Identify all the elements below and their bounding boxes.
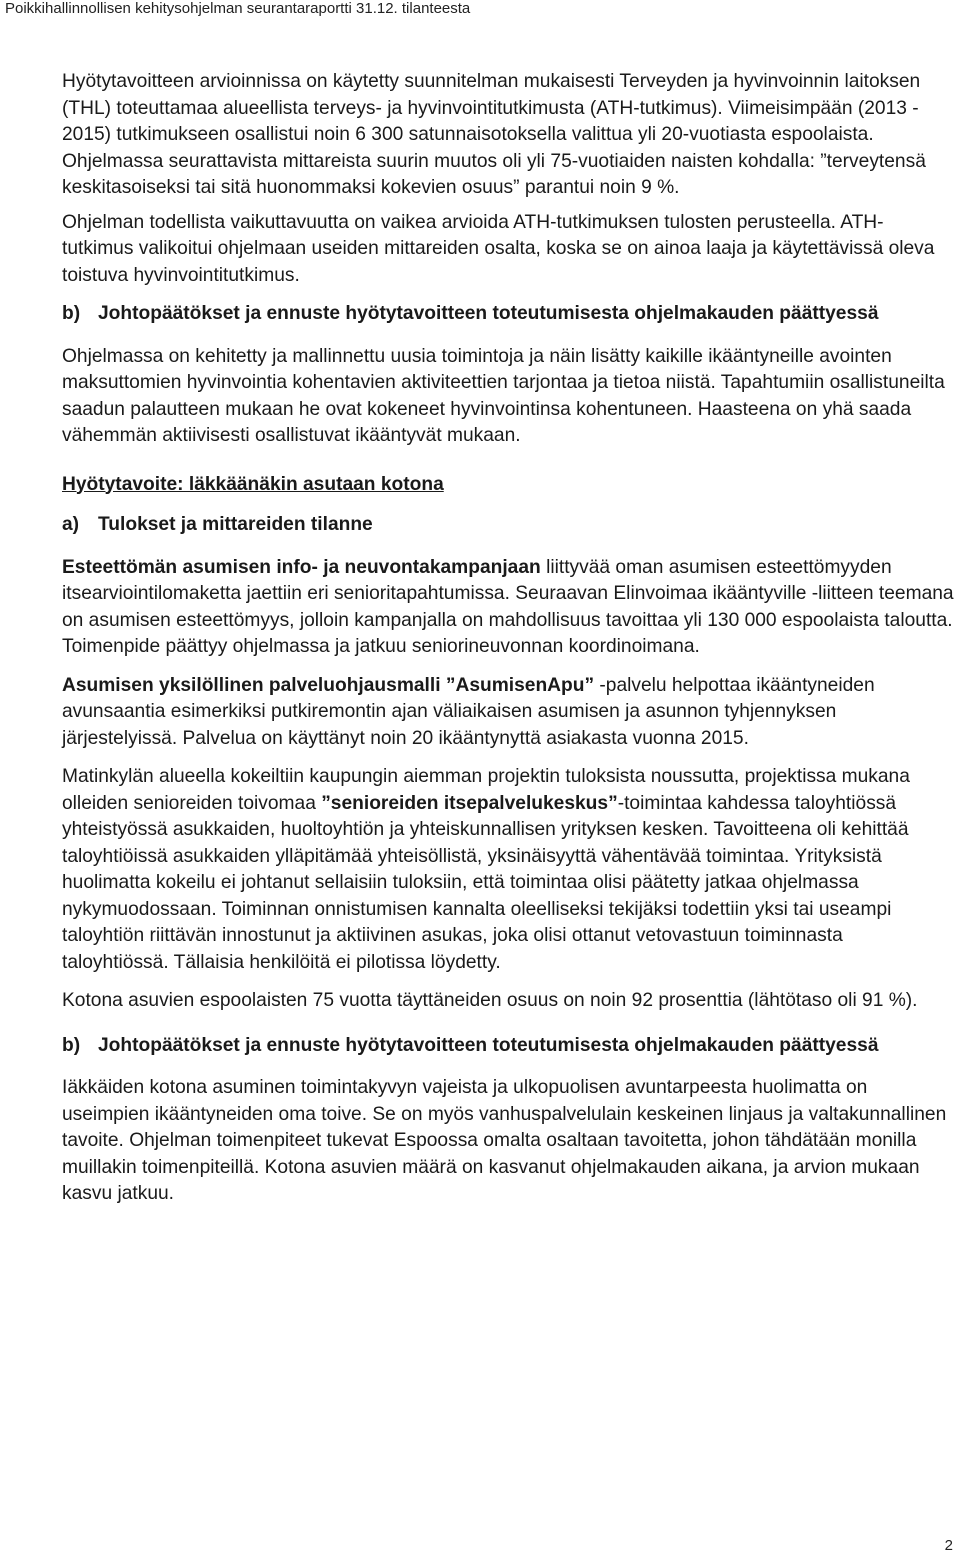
paragraph-text: -palvelu helpottaa ikääntyneiden avunsaantia esimerkiksi putkiremontin ajan väliaikaisen asumisen ja asunnon tyhjennyksen järjestelyissä. Palvelua on käyttänyt noin 20 ikääntynyttä asiakasta vuonna 2015. — [62, 674, 875, 749]
heading-letter: b) — [62, 1034, 81, 1056]
paragraph-self-service-center — [62, 764, 954, 976]
paragraph-impact-evaluation: Ohjelman todellista vaikuttavuutta on vaikea arvioida ATH-tutkimuksen tulosten perusteella. ATH-tutkimus valikoitui ohjelmaan useiden mittareiden osalta, koska se on ainoa laaja ja käytettävissä oleva toistuva hyvinvointitutkimus. — [62, 211, 935, 286]
paragraph-text: -toimintaa kahdessa taloyhtiössä yhteistyössä asukkaiden, huoltoyhtiön ja yhteiskunnallisen yrityksen kesken. Tavoitteena oli kehittää taloyhtiöissä asukkaiden ylläpitämää yhteisöllistä, yksinäisyyttä vähentävää toimintaa. Yrityksistä huolimatta kokeilu ei johtanut sellaisiin tuloksiin, että toimintaa olisi päätetty jatkaa ohjelmassa nykymuodossaan. Toiminnan onnistumisen kannalta oleelliseksi tekijäksi todettiin yksi tai useampi taloyhtiön riittävän innostunut ja aktiivinen asukas, joka olisi ottanut vetovastuun toiminnasta taloyhtiössä. Tällaisia henkilöitä ei pilotissa löydetty. — [62, 792, 909, 973]
paragraph-home-living-share: Kotona asuvien espoolaisten 75 vuotta täyttäneiden osuus on noin 92 prosenttia (lähtötaso oli 91 %). — [62, 990, 918, 1011]
bold-lead: Asumisen yksilöllinen palveluohjausmalli ”AsumisenApu” — [62, 674, 595, 696]
heading-text: Tulokset ja mittareiden tilanne — [98, 514, 373, 535]
bold-term: ”senioreiden itsepalvelukeskus” — [321, 792, 618, 814]
paragraph-ath-study: Hyötytavoitteen arvioinnissa on käytetty suunnitelman mukaisesti Terveyden ja hyvinvoinnin laitoksen (THL) toteuttamaa alueellista terveys- ja hyvinvointitutkimusta (ATH-tutkimus). Viimeisimpään (2013 - 2015) tutkimukseen osallistui noin 6 300 satunnaisotoksella valittua yli 20-vuotiasta espoolaista. Ohjelmassa seurattavista mittareista suurin muutos oli yli 75-vuotiaiden naisten kohdalla: ”terveytensä keskitasoiseksi tai sitä huonommaksi kokevien osuus” parantui noin 9 %. — [62, 71, 926, 198]
paragraph-asumisenapu — [62, 673, 954, 753]
heading-conclusions-1 — [62, 301, 954, 328]
heading-letter: b) — [62, 303, 81, 324]
heading-results — [62, 512, 954, 539]
paragraph-text: Matinkylän alueella kokeiltiin kaupungin aiemman projektin tuloksista noussutta, projektissa mukana olleiden senioreiden toivomaa — [62, 766, 910, 814]
paragraph-text: liittyvää oman asumisen esteettömyyden itsearviointilomaketta jaettiin eri senioritapahtumissa. Seuraavan Elinvoimaa ikääntyville -liitteen teemana on asumisen esteettömyys, jolloin kampanjalla on mahdollisuus tavoittaa yli 130 000 espoolaista taloutta. Toimenpide päättyy ohjelmassa ja jatkuu seniorineuvonnan koordinoimana. — [62, 556, 954, 657]
heading-conclusions-2 — [62, 1033, 954, 1060]
page-header: Poikkihallinnollisen kehitysohjelman seurantaraportti 31.12. tilanteesta — [5, 0, 471, 17]
document-body — [62, 69, 954, 1208]
heading-letter: a) — [62, 514, 80, 535]
page-number: 2 — [944, 1537, 953, 1554]
goal-heading: Hyötytavoite: läkkäänäkin asutaan kotona — [62, 473, 444, 495]
paragraph-accessibility-campaign — [62, 555, 954, 661]
heading-text: Johtopäätökset ja ennuste hyötytavoitteen toteutumisesta ohjelmakauden päättyessä — [98, 1034, 879, 1056]
bold-lead: Esteettömän asumisen info- ja neuvontakampanjaan — [62, 556, 541, 578]
paragraph-conclusions-2: Iäkkäiden kotona asuminen toimintakyvyn vajeista ja ulkopuolisen avuntarpeesta huolimatta on useimpien ikääntyneiden oma toive. Se on myös vanhuspalvelulain keskeinen linjaus ja valtakunnallinen tavoite. Ohjelman toimenpiteet tukevat Espoossa omalta osaltaan tavoitetta, johon tähdätään monilla muillakin toimenpiteillä. Kotona asuvien määrä on kasvanut ohjelmakauden aikana, ja arvion mukaan kasvu jatkuu. — [62, 1077, 947, 1204]
paragraph-conclusions-1: Ohjelmassa on kehitetty ja mallinnettu uusia toimintoja ja näin lisätty kaikille ikääntyneille avointen maksuttomien hyvinvointia kohentavien aktiviteettien tarjontaa ja tietoa niistä. Tapahtumiin osallistuneilta saadun palautteen mukaan he ovat kokeneet hyvinvointinsa kohentuneen. Haasteena on yhä saada vähemmän aktiivisesti osallistuvat ikääntyvät mukaan. — [62, 345, 945, 446]
heading-text: Johtopäätökset ja ennuste hyötytavoitteen toteutumisesta ohjelmakauden päättyessä — [98, 303, 879, 324]
